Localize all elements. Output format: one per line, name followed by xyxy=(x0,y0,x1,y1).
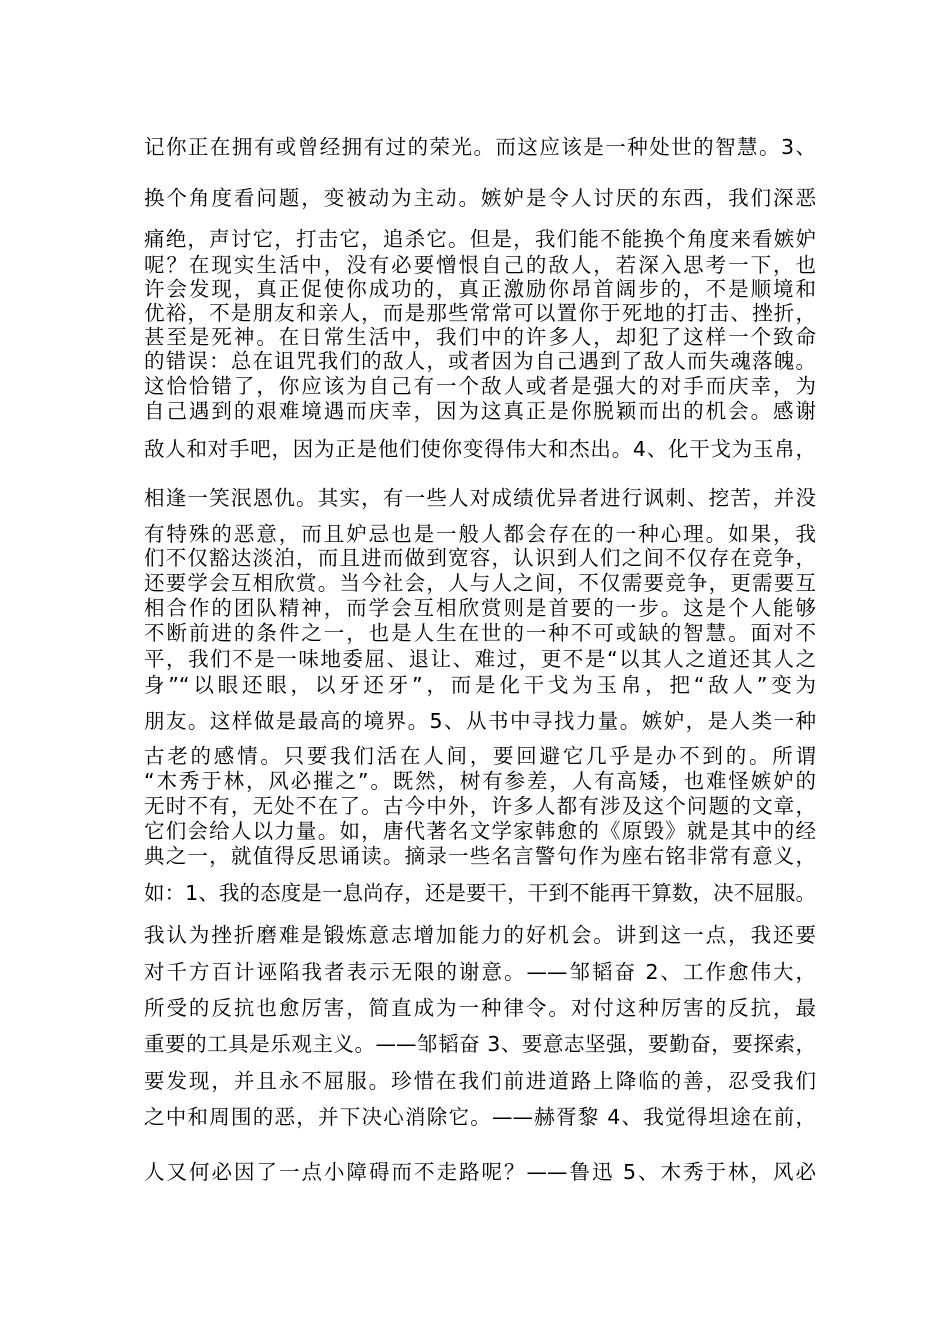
text-line: 对千方百计诬陷我者表示无限的谢意。——邹韬奋 2、工作愈伟大， xyxy=(144,960,816,984)
text-line: 优裕，不是朋友和亲人，而是那些常常可以置你于死地的打击、挫折， xyxy=(144,301,816,325)
text-line: 甚至是死神。在日常生活中，我们中的许多人，却犯了这样一个致命 xyxy=(144,325,816,349)
text-line: “木秀于林，风必摧之”。既然，树有参差，人有高矮，也难怪嫉妒的 xyxy=(144,769,816,793)
text-line: 如：1、我的态度是一息尚存，还是要干，干到不能再干算数，决不屈服。 xyxy=(144,881,816,905)
text-line: 相合作的团队精神，而学会互相欣赏则是首要的一步。这是个人能够 xyxy=(144,596,816,620)
text-line: 之中和周围的恶，并下决心消除它。——赫胥黎 4、我觉得坦途在前， xyxy=(144,1105,816,1129)
text-line: 的错误：总在诅咒我们的敌人，或者因为自己遇到了敌人而失魂落魄。 xyxy=(144,349,816,373)
text-line: 人又何必因了一点小障碍而不走路呢？——鲁迅 5、木秀于林，风必 xyxy=(144,1160,816,1184)
text-line: 要发现，并且永不屈服。珍惜在我们前进道路上降临的善，忍受我们 xyxy=(144,1069,816,1093)
text-line: 所受的反抗也愈厉害，简直成为一种律令。对付这种厉害的反抗，最 xyxy=(144,996,816,1020)
text-line: 还要学会互相欣赏。当今社会，人与人之间，不仅需要竞争，更需要互 xyxy=(144,571,816,595)
text-line: 许会发现，真正促使你成功的，真正激励你昂首阔步的，不是顺境和 xyxy=(144,277,816,301)
text-line: 敌人和对手吧，因为正是他们使你变得伟大和杰出。4、化干戈为玉帛， xyxy=(144,437,816,461)
text-line: 不断前进的条件之一，也是人生在世的一种不可或缺的智慧。面对不 xyxy=(144,621,816,645)
text-line: 无时不有，无处不在了。古今中外，许多人都有涉及这个问题的文章， xyxy=(144,794,816,818)
text-line: 重要的工具是乐观主义。——邹韬奋 3、要意志坚强，要勤奋，要探索， xyxy=(144,1032,816,1056)
text-line: 它们会给人以力量。如，唐代著名文学家韩愈的《原毁》就是其中的经 xyxy=(144,819,816,843)
text-line: 换个角度看问题，变被动为主动。嫉妒是令人讨厌的东西，我们深恶 xyxy=(144,186,816,210)
text-line: 痛绝，声讨它，打击它，追杀它。但是，我们能不能换个角度来看嫉妒 xyxy=(144,227,816,251)
text-line: 相逢一笑泯恩仇。其实，有一些人对成绩优异者进行讽刺、挖苦，并没 xyxy=(144,486,816,510)
text-line: 有特殊的恶意，而且妒忌也是一般人都会存在的一种心理。如果，我 xyxy=(144,522,816,546)
text-line: 我认为挫折磨难是锻炼意志增加能力的好机会。讲到这一点，我还要 xyxy=(144,923,816,947)
text-line: 这恰恰错了，你应该为自己有一个敌人或者是强大的对手而庆幸，为 xyxy=(144,374,816,398)
text-line: 呢？在现实生活中，没有必要憎恨自己的敌人，若深入思考一下，也 xyxy=(144,253,816,277)
text-line: 身”“以眼还眼，以牙还牙”，而是化干戈为玉帛，把“敌人”变为 xyxy=(144,673,816,697)
text-line: 自己遇到的艰难境遇而庆幸，因为这真正是你脱颖而出的机会。感谢 xyxy=(144,399,816,423)
text-line: 们不仅豁达淡泊，而且进而做到宽容，认识到人们之间不仅存在竞争， xyxy=(144,546,816,570)
text-line: 记你正在拥有或曾经拥有过的荣光。而这应该是一种处世的智慧。3、 xyxy=(144,135,816,159)
text-line: 古老的感情。只要我们活在人间，要回避它几乎是办不到的。所谓 xyxy=(144,744,816,768)
text-line: 平，我们不是一味地委屈、退让、难过，更不是“以其人之道还其人之 xyxy=(144,647,816,671)
text-line: 朋友。这样做是最高的境界。5、从书中寻找力量。嫉妒，是人类一种 xyxy=(144,709,816,733)
text-line: 典之一，就值得反思诵读。摘录一些名言警句作为座右铭非常有意义， xyxy=(144,844,816,868)
